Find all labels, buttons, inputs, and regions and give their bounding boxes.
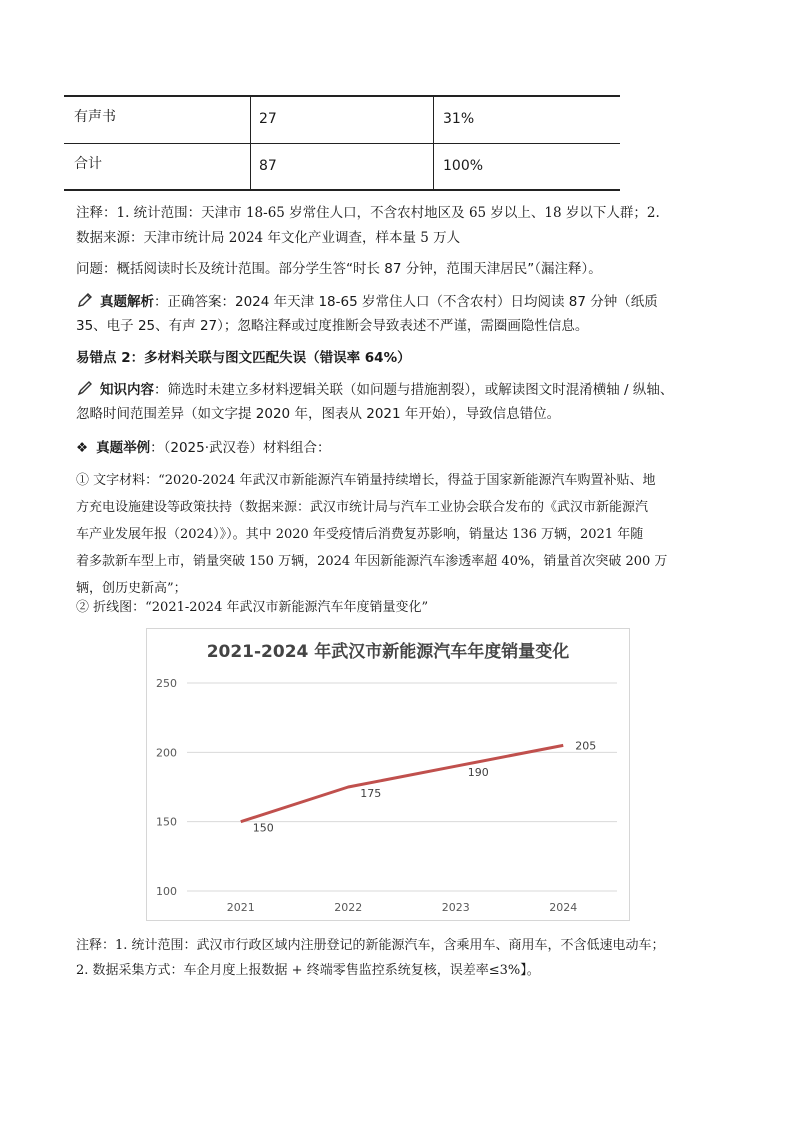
material-1-line: 车产业发展年报（2024）》）。其中 2020 年受疫情后消费复苏影响，销量达 136 万辆，2021 年随 [76,527,644,542]
series-line [241,745,564,821]
table-cell-type: 合计 [74,156,102,172]
example-heading [76,434,726,462]
knowledge-label: 知识内容 [100,382,154,398]
knowledge-line-2: 忽略时间范围差异（如文字提 2020 年，图表从 2021 年开始），导致信息错位。 [76,406,561,422]
table-cell-minutes: 27 [259,111,277,127]
sales-line-chart [146,628,630,921]
material-2-text: ② 折线图：“2021-2024 年武汉市新能源汽车年度销量变化” [76,600,429,615]
analysis-text-1: ：正确答案：2024 年天津 18-65 岁常住人口（不含农村）日均阅读 87 分钟（纸质 [154,294,658,310]
analysis-label: 真题解析 [100,294,154,310]
y-tick-label: 250 [156,677,177,690]
material-1-text [76,467,736,602]
data-label: 205 [575,739,597,753]
example-text: ：（2025·武汉卷）材料组合： [150,440,331,456]
material-1-line: 辆，创历史新高”； [76,581,187,596]
table-cell-share: 100% [443,158,484,174]
material-1-line: 方充电设施建设等政策扶持（数据来源：武汉市统计局与汽车工业协会联合发布的《武汉市新能源汽 [76,500,649,515]
table-cell-share: 31% [443,111,475,127]
x-tick-label: 2024 [549,901,578,914]
x-tick-label: 2022 [334,901,363,914]
table-col-divider [433,96,434,190]
data-label: 150 [252,821,274,835]
y-tick-label: 150 [156,815,177,829]
table-top-rule [64,95,620,97]
analysis-line-2: 35、电子 25、有声 27）；忽略注释或过度推断会导致表述不严谨，需圈画隐性信息。 [76,318,589,334]
question-text: 问题：概括阅读时长及统计范围。部分学生答“时长 87 分钟，范围天津居民”（漏注释）。 [76,261,602,277]
pen-icon [76,379,94,397]
table-bottom-rule [64,189,620,191]
table-col-divider [250,96,251,190]
note-2-line-2: 2. 数据采集方式：车企月度上报数据 + 终端零售监控系统复核，误差率≤3%】。 [76,963,540,978]
note-1-line-2: 数据来源：天津市统计局 2024 年文化产业调查，样本量 5 万人 [76,230,461,246]
x-tick-label: 2021 [226,901,255,914]
pencil-icon [76,291,94,309]
material-1-line: ① 文字材料：“2020-2024 年武汉市新能源汽车销量持续增长，得益于国家新能源汽车购置补贴、地 [76,473,656,488]
data-label: 175 [360,787,382,800]
error-point-heading: 易错点 2：多材料关联与图文匹配失误（错误率 64%） [76,350,411,366]
data-label: 190 [467,766,489,780]
material-1-line: 着多款新车型上市，销量突破 150 万辆，2024 年因新能源汽车渗透率超 40%，销量首次突破 200 万 [76,554,668,569]
diamond-bullet-icon: ❖ [76,440,89,456]
example-label: 真题举例 [96,440,151,456]
table-cell-type: 有声书 [74,109,116,125]
note-1-line-1: 注释：1. 统计范围：天津市 18-65 岁常住人口，不含农村地区及 65 岁以上、18 岁以下人群；2. [76,205,660,221]
note-2-line-1: 注释：1. 统计范围：武汉市行政区域内注册登记的新能源汽车，含乘用车、商用车，不含低速电动车； [76,938,665,953]
table-cell-minutes: 87 [259,158,277,174]
y-tick-label: 200 [156,746,177,760]
y-tick-label: 100 [156,885,177,898]
table-row-divider [64,143,620,144]
chart-title: 2021-2024 年武汉市新能源汽车年度销量变化 [206,642,570,662]
chart-canvas [147,629,629,920]
knowledge-text-1: ：筛选时未建立多材料逻辑关联（如问题与措施割裂），或解读图文时混淆横轴 / 纵轴、 [154,382,674,398]
x-tick-label: 2023 [441,901,470,914]
